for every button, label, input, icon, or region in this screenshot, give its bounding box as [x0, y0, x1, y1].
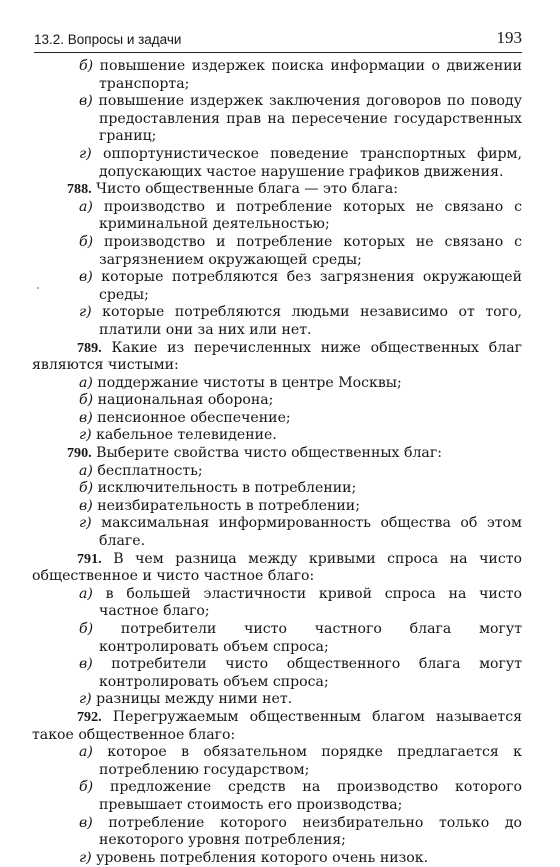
option-label: г)	[79, 849, 92, 866]
answer-option	[32, 621, 522, 656]
question-number: 792.	[77, 708, 102, 725]
option-text: потребители чисто общественного блага могут контролировать объем спроса;	[99, 656, 522, 690]
option-label: в)	[79, 656, 93, 673]
option-label: б)	[79, 392, 94, 409]
question	[32, 340, 522, 375]
answer-option	[32, 146, 522, 181]
option-text: максимальная информированность общества об этом благе.	[99, 515, 522, 550]
option-text: потребители чисто частного блага могут контролировать объем спроса;	[99, 621, 522, 655]
option-label: б)	[79, 233, 94, 250]
answer-option	[32, 586, 522, 621]
option-text: уровень потребления которого очень низок.	[96, 849, 429, 866]
answer-option	[32, 463, 522, 481]
question-text: Перегружаемым общественным благом называется такое общественное благо:	[32, 708, 522, 743]
option-text: повышение издержек поиска информации о движении транспорта;	[99, 58, 522, 92]
page-number: 193	[496, 28, 522, 47]
answer-option	[32, 427, 522, 445]
option-text: кабельное телевидение.	[96, 427, 277, 444]
question-number: 790.	[67, 445, 92, 462]
option-label: б)	[79, 58, 94, 74]
answer-option	[32, 58, 522, 93]
answer-option	[32, 515, 522, 550]
answer-option	[32, 93, 522, 146]
option-text: повышение издержек заключения договоров по поводу предоставления прав на пересечение государственных границ;	[98, 93, 522, 145]
answer-option	[32, 656, 522, 691]
question-number: 791.	[77, 550, 102, 567]
option-text: которые потребляются без загрязнения окружающей среды;	[99, 269, 522, 303]
option-label: г)	[79, 515, 92, 532]
option-label: а)	[79, 585, 93, 602]
option-text: пенсионное обеспечение;	[97, 409, 291, 426]
option-label: а)	[79, 374, 93, 391]
answer-option	[32, 498, 522, 516]
question-text: В чем разница между кривыми спроса на чисто общественное и чисто частное благо:	[32, 550, 522, 585]
option-label: а)	[79, 462, 93, 479]
answer-option	[32, 480, 522, 498]
option-text: которое в обязательном порядке предлагается к потреблению государством;	[99, 744, 522, 778]
option-label: г)	[79, 691, 92, 708]
option-text: предложение средств на производство которого превышает стоимость его производства;	[99, 779, 522, 813]
section-title: 13.2. Вопросы и задачи	[34, 32, 182, 47]
answer-option	[32, 304, 522, 339]
option-text: потребление которого неизбирательно только до некоторого уровня потребления;	[99, 814, 522, 849]
running-header	[34, 26, 522, 53]
answer-option	[32, 269, 522, 304]
option-text: национальная оборона;	[97, 392, 274, 409]
option-text: которые потребляются людьми независимо от того, платили они за них или нет.	[99, 304, 522, 338]
option-label: в)	[79, 497, 93, 514]
answer-option	[32, 779, 522, 814]
question	[32, 551, 522, 586]
answer-option	[32, 410, 522, 428]
option-text: поддержание чистоты в центре Москвы;	[97, 374, 402, 391]
option-text: производство и потребление которых не связано с загрязнением окружающей среды;	[99, 233, 522, 268]
option-text: производство и потребление которых не связано с криминальной деятельностью;	[99, 198, 522, 233]
option-label: а)	[79, 198, 93, 215]
option-label: б)	[79, 621, 94, 637]
option-label: в)	[79, 814, 93, 831]
option-text: бесплатность;	[97, 462, 203, 479]
option-label: б)	[79, 480, 94, 497]
question-number: 788.	[67, 181, 92, 198]
question	[32, 445, 522, 463]
answer-option	[32, 375, 522, 393]
page-body	[32, 58, 522, 867]
question-text: Какие из перечисленных ниже общественных благ являются чистыми:	[32, 339, 523, 374]
answer-option	[32, 744, 522, 779]
option-text: оппортунистическое поведение транспортных фирм, допускающих частое нарушение графиков движения.	[99, 145, 522, 180]
option-text: исключительность в потреблении;	[97, 480, 357, 497]
option-label: а)	[79, 744, 93, 761]
answer-option	[32, 691, 522, 709]
option-label: г)	[79, 304, 92, 321]
question-text: Чисто общественные блага — это блага:	[96, 181, 399, 198]
question-number: 789.	[77, 339, 102, 356]
answer-option	[32, 815, 522, 850]
answer-option	[32, 392, 522, 410]
option-label: г)	[79, 145, 92, 162]
answer-option	[32, 199, 522, 234]
question-text: Выберите свойства чисто общественных благ:	[96, 445, 442, 462]
option-text: разницы между ними нет.	[96, 691, 293, 708]
option-label: в)	[79, 93, 93, 110]
option-text: неизбирательность в потреблении;	[97, 497, 360, 514]
option-text: в большей эластичности кривой спроса на чисто частное благо;	[99, 585, 523, 620]
option-label: б)	[79, 779, 94, 796]
option-label: в)	[79, 269, 93, 286]
question	[32, 709, 522, 744]
option-label: в)	[79, 409, 93, 426]
answer-option	[32, 850, 522, 867]
answer-option	[32, 234, 522, 269]
question	[32, 181, 522, 199]
option-label: г)	[79, 427, 92, 444]
